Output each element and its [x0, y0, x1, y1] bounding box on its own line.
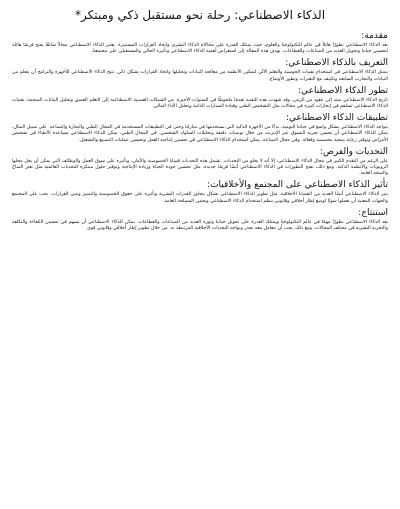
section-society-ethics	[12, 180, 388, 204]
section-heading: استنتاج:	[358, 207, 388, 218]
section-definition	[12, 58, 388, 82]
section-heading: مقدمة:	[361, 31, 388, 41]
section-paragraph: يعد الذكاء الاصطناعي تطورًا هائلاً في عالم التكنولوجيا والعلوم، حيث يمتلك القدرة على محاكاة الذكاء البشري واتخاذ القرارات المستنيرة. يعتبر الذكاء الاصطناعي مجالاً شائقًا يفتح فرصًا هائلة لتحسين حياتنا وتحويل العديد من الصناعات والقطاعات. تهدف هذه المقالة إلى استعراض أهمية الذكاء الاصطناعي وتأثيره الحالي والمستقبلي على مجتمعنا.	[12, 43, 388, 55]
section-paragraph: يثير الذكاء الاصطناعي أيضًا العديد من القضايا الأخلاقية، مثل تطوير الذكاء الاصطناعي بشكل يتجاوز القدرات البشرية وتأثيره على حقوق الخصوصية والتمييز وتبني القرارات. يجب على المجتمع والجهات المعنية أن يعملوا سويًا لوضع إطار أخلاقي وقانوني ينظم استخدام الذكاء الاصطناعي ويحمي المصلحة العامة.	[12, 192, 388, 204]
section-heading: تأثير الذكاء الاصطناعي على المجتمع والأخلاقيات:	[207, 180, 388, 191]
section-heading: التحديات والفرص:	[319, 146, 388, 157]
section-heading: تطبيقات الذكاء الاصطناعي:	[285, 113, 388, 124]
document-title: الذكاء الاصطناعي: رحلة نحو مستقبل ذكي ومبتكر*	[74, 8, 326, 22]
section-paragraph: على الرغم من التقدم الكبير في مجال الذكاء الاصطناعي، إلا أنه لا يخلو من التحديات. تشمل هذه التحديات قضايا الخصوصية والأمان، وتأثيره على سوق العمل والوظائف التي يمكن أن يحل محلها الروبوتات والأنظمة الذكية. ومع ذلك، تفتح التطورات في الذكاء الاصطناعي أيضًا فرصًا جديدة، مثل تحسين جودة الحياة وزيادة الإنتاجية وتوفير حلول مبتكرة للتحديات العالمية مثل تغير المناخ والصحة العامة.	[12, 158, 388, 177]
section-heading: التعريف بالذكاء الاصطناعي:	[285, 58, 388, 69]
section-paragraph: يتواجد الذكاء الاصطناعي بشكل واسع في حياتنا اليومية، بدءًا من الأجهزة الذكية التي نستخدمها في منازلنا وحتى في التطبيقات المستخدمة في المجال الطبي والتجارة والصناعة. على سبيل المثال، يمكن للذكاء الاصطناعي أن يحسن تجربة التسوق عبر الإنترنت من خلال توصيات دقيقة وتحليلات السلوك الشخصي. في المجال الطبي، يمكن للذكاء الاصطناعي مساعدة الأطباء في تشخيص الأمراض وتوفير رعاية صحية مخصصة وفعالة. وفي مجال الصناعة، يمكن استخدام الذكاء الاصطناعي في تحسين إنتاجية العمل وتحسين عمليات التصنيع والتشغيل.	[12, 125, 388, 143]
section-paragraph: يتمثل الذكاء الاصطناعي في استخدام تقنيات الحوسبة والتعلم الآلي لتمكين الأنظمة من معالجة البيانات وتحليلها واتخاذ القرارات بشكل ذكي. يتيح الذكاء الاصطناعي للأجهزة والبرامج أن تتعلم من البيانات والتجارب السابقة وتكييف مع التغيرات وتطور الأوضاع.	[12, 70, 388, 82]
section-introduction	[12, 31, 388, 55]
section-evolution	[12, 86, 388, 110]
section-challenges	[12, 147, 388, 178]
section-conclusion	[12, 208, 388, 232]
section-applications	[12, 113, 388, 144]
section-paragraph: تاريخ الذكاء الاصطناعي يمتد إلى عقود من الزمن، وقد شهدت هذه التقنية تقدمًا ملحوظًا في السنوات الأخيرة. من الشبكات العصبية الاصطناعية إلى التعلم العميق وتحليل البيانات الضخمة، تقنيات الذكاء الاصطناعي تساهم في إنجازات كبيرة في مجالات مثل التشخيص الطبي وقيادة السيارات الذاتية وتحليل الأداء المالي.	[12, 97, 388, 110]
section-paragraph: يعد الذكاء الاصطناعي تطورًا مهمًا في عالم التكنولوجيا ويمتلك القدرة على تحويل حياتنا وثورة العديد من الصناعات والقطاعات. يمكن للذكاء الاصطناعي أن يسهم في تحسين الكفاءة والتكلفة والتجربة البشرية في مختلف المجالات. ومع ذلك، يجب أن نتعامل معه بحذر ونواجه التحديات الأخلاقية المرتبطة به. من خلال تطوير إطار أخلاقي وقانوني قوي	[12, 219, 388, 232]
section-heading: تطور الذكاء الاصطناعي:	[298, 85, 388, 96]
